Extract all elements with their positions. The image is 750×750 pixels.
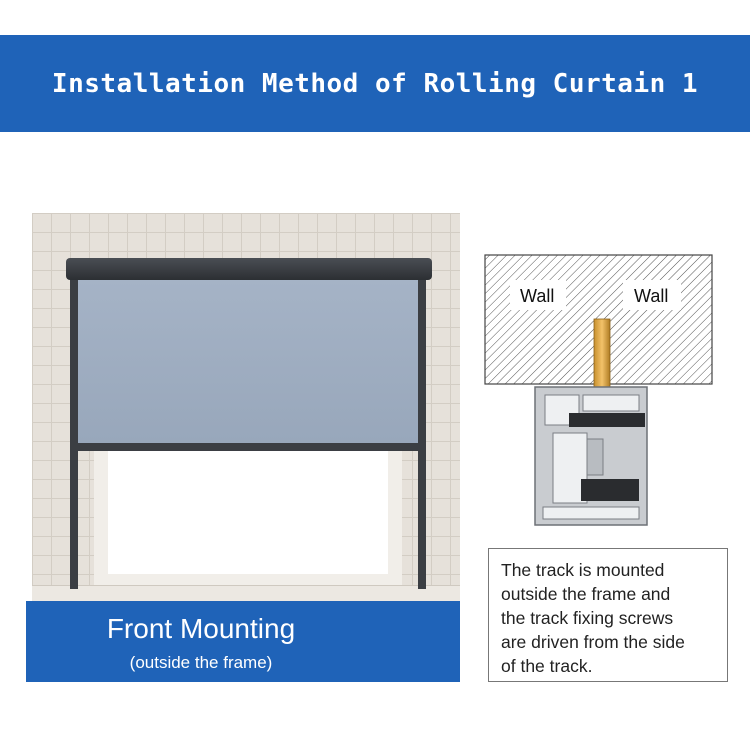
curtain-fabric — [78, 280, 418, 443]
track-cross-section — [483, 253, 723, 533]
description-line-4: are driven from the side — [501, 632, 685, 652]
description-line-1: The track is mounted — [501, 560, 665, 580]
caption-title: Front Mounting — [106, 613, 296, 644]
description-box — [488, 548, 728, 682]
description-line-2: outside the frame and — [501, 584, 671, 604]
top-cassette — [66, 258, 432, 280]
mounting-caption — [26, 601, 460, 682]
right-side-track — [418, 271, 426, 589]
wall-label-left: Wall — [520, 286, 555, 306]
rolling-curtain-illustration — [32, 213, 460, 601]
left-side-track — [70, 271, 78, 589]
description-line-5: of the track. — [501, 656, 593, 676]
caption-subtitle: (outside the frame) — [129, 653, 273, 672]
track-profile — [535, 387, 647, 525]
floor-strip — [32, 585, 460, 601]
title-banner — [0, 35, 750, 132]
page-title: Installation Method of Rolling Curtain 1 — [51, 68, 699, 99]
wall-label-right: Wall — [634, 286, 669, 306]
description-line-3: the track fixing screws — [501, 608, 674, 628]
curtain-bottom-bar — [78, 443, 418, 451]
